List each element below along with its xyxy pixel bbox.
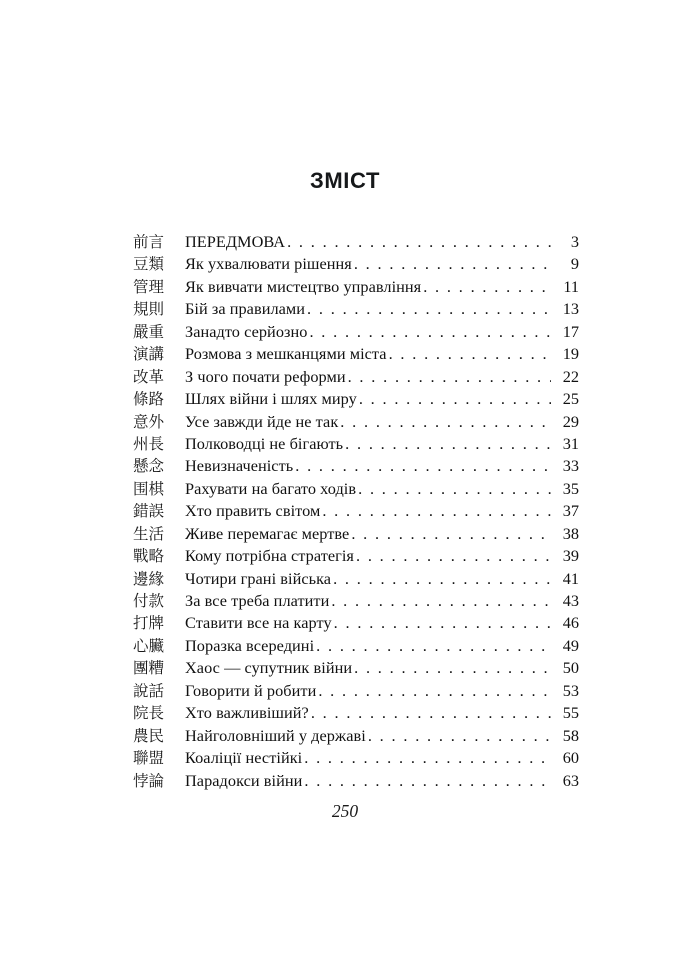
toc-entry-page-number: 13 [562,299,579,319]
toc-entry-row[interactable] [133,433,579,455]
toc-leader-dots [304,747,551,769]
toc-entry-title: Кому потрібна стратегія [185,546,354,566]
toc-entry-page-number: 46 [562,613,579,633]
toc-leader-dots [354,253,551,275]
toc-entry-row[interactable] [133,770,579,792]
toc-entry-row[interactable] [133,366,579,388]
toc-leader-dots [345,433,551,455]
toc-entry-page-number: 58 [562,725,579,745]
toc-entry-page-number: 37 [562,501,579,521]
toc-leader-dots [311,702,551,724]
toc-entry-cjk-annotation: 豆類 [133,255,165,274]
toc-entry-link[interactable] [185,455,579,477]
toc-entry-title: Коаліції нестійкі [185,748,303,768]
toc-entry-row[interactable] [133,276,579,298]
toc-entry-page-number: 60 [562,748,579,768]
toc-leader-dots [359,388,551,410]
toc-entry-page-number: 41 [562,568,579,588]
toc-entry-cjk-annotation: 院長 [133,704,165,723]
toc-entry-row[interactable] [133,680,579,702]
toc-leader-dots [287,231,551,253]
toc-entry-cjk-annotation: 嚴重 [133,322,165,341]
toc-entry-page-number: 29 [562,411,579,431]
page-title: ЗМІСТ [310,168,380,193]
toc-entry-cjk-annotation: 懸念 [133,457,165,476]
toc-entry-cjk-annotation: 戰略 [133,547,165,566]
toc-entry-cjk-annotation: 生活 [133,524,165,543]
toc-entry-cjk-annotation: 前言 [133,233,165,251]
toc-leader-dots [309,321,551,343]
toc-entry-page-number: 3 [570,232,579,251]
toc-entry-row[interactable] [133,590,579,612]
toc-leader-dots [316,635,551,657]
toc-entry-link[interactable] [185,523,579,545]
toc-leader-dots [333,568,551,590]
toc-entry-page-number: 9 [570,254,579,274]
toc-entry-row[interactable] [133,612,579,634]
toc-entry-title: Як вивчати мистецтво управління [185,276,422,296]
toc-leader-dots [354,657,551,679]
toc-entry-title: Рахувати на багато ходів [185,478,357,498]
toc-entry-row[interactable] [133,500,579,522]
toc-entry-title: Хто важливіший? [185,703,309,723]
toc-entry-page-number: 11 [563,276,579,296]
toc-entry-link[interactable] [185,231,579,253]
toc-entry-cjk-annotation: 悖論 [133,771,165,790]
toc-entry-title: Хаос — супутник війни [185,658,353,678]
toc-entry-cjk-annotation: 條路 [133,390,165,409]
toc-entry-row[interactable] [133,747,579,769]
toc-entry-row[interactable] [133,253,579,275]
toc-entry-cjk-annotation: 錯誤 [133,502,165,521]
toc-entry-title: Поразка всередині [185,635,315,655]
toc-leader-dots [348,366,551,388]
toc-entry-page-number: 50 [562,658,579,678]
toc-entry-page-number: 17 [562,321,579,341]
toc-entry-cjk-annotation: 聯盟 [133,749,165,768]
toc-entry-row[interactable] [133,635,579,657]
toc-entry-link[interactable] [185,590,579,612]
toc-entry-cjk-annotation: 改革 [133,367,165,386]
toc-leader-dots [351,523,551,545]
toc-entry-row[interactable] [133,321,579,343]
toc-entry-link[interactable] [185,747,579,769]
toc-entry-page-number: 35 [562,478,579,498]
toc-entry-page-number: 39 [562,546,579,566]
toc-entry-page-number: 25 [562,389,579,409]
toc-entry-cjk-annotation: 打牌 [133,614,165,633]
toc-entry-row[interactable] [133,657,579,679]
toc-entry-link[interactable] [185,343,579,365]
toc-entry-page-number: 22 [562,366,579,386]
page-folio-number: 250 [331,801,359,821]
toc-entry-row[interactable] [133,568,579,590]
toc-leader-dots [389,343,551,365]
toc-entry-link[interactable] [185,478,579,500]
toc-entry-title: Парадокси війни [185,770,303,790]
toc-entry-cjk-annotation: 围棋 [133,479,165,498]
toc-entry-cjk-annotation: 團糟 [133,659,165,678]
toc-entry-cjk-annotation: 農民 [133,726,165,745]
toc-entry-cjk-annotation: 管理 [133,277,165,296]
toc-entry-page-number: 43 [562,591,579,610]
toc-leader-dots [423,276,551,298]
toc-entry-row[interactable] [133,545,579,567]
toc-entry-link[interactable] [185,321,579,343]
toc-entry-cjk-annotation: 心臟 [133,636,165,655]
toc-entry-title: Бій за правилами [185,299,306,319]
toc-entry-page-number: 19 [562,344,579,364]
toc-leader-dots [307,298,551,320]
toc-entry-title: Як ухвалювати рішення [185,254,352,274]
toc-entry-link[interactable] [185,298,579,320]
toc-entry-title: Хто править світом [185,501,321,521]
table-of-contents-list [133,231,579,792]
toc-entry-row[interactable] [133,478,579,500]
toc-entry-link[interactable] [185,253,579,275]
toc-leader-dots [334,612,551,634]
toc-entry-title: Живе перемагає мертве [185,523,350,543]
toc-entry-link[interactable] [185,680,579,702]
toc-entry-link[interactable] [185,568,579,590]
toc-entry-row[interactable] [133,388,579,410]
toc-entry-page-number: 53 [562,680,579,700]
toc-leader-dots [322,500,551,522]
toc-entry-link[interactable] [185,388,579,410]
toc-entry-cjk-annotation: 邊緣 [133,569,165,588]
toc-entry-link[interactable] [185,276,579,298]
toc-entry-link[interactable] [185,500,579,522]
toc-entry-title: Найголовніший у державі [185,725,366,745]
toc-entry-title: Занадто серйозно [185,321,308,341]
toc-entry-link[interactable] [185,411,579,433]
toc-entry-page-number: 31 [562,433,579,453]
toc-entry-title: ПЕРЕДМОВА [185,232,286,251]
toc-entry-title: Говорити й робити [185,680,317,700]
toc-entry-title: Шлях війни і шлях миру [185,389,357,409]
toc-entry-cjk-annotation: 說話 [133,681,165,700]
toc-entry-link[interactable] [185,635,579,657]
toc-entry-page-number: 33 [562,456,579,476]
toc-entry-title: З чого почати реформи [185,366,346,386]
toc-entry-row[interactable] [133,725,579,747]
toc-entry-title: Невизначеність [185,456,294,476]
toc-entry-page-number: 55 [562,703,579,723]
toc-entry-link[interactable] [185,545,579,567]
toc-leader-dots [304,770,551,792]
toc-leader-dots [331,590,551,612]
toc-entry-row[interactable] [133,298,579,320]
toc-leader-dots [368,725,551,747]
toc-entry-cjk-annotation: 付款 [133,592,165,610]
toc-entry-page-number: 63 [562,770,579,790]
toc-entry-link[interactable] [185,657,579,679]
toc-entry-page-number: 38 [562,523,579,543]
toc-leader-dots [356,545,551,567]
toc-leader-dots [340,411,551,433]
toc-entry-link[interactable] [185,770,579,792]
toc-entry-link[interactable] [185,366,579,388]
toc-entry-title: Чотири грані війська [185,568,332,588]
toc-entry-row[interactable] [133,523,579,545]
toc-entry-row[interactable] [133,702,579,724]
toc-entry-row[interactable] [133,343,579,365]
toc-entry-row[interactable] [133,455,579,477]
toc-entry-title: Розмова з мешканцями міста [185,344,387,364]
toc-entry-row[interactable] [133,411,579,433]
toc-entry-link[interactable] [185,702,579,724]
toc-entry-title: Ставити все на карту [185,613,332,633]
toc-entry-link[interactable] [185,725,579,747]
toc-entry-title: За все треба платити [185,591,330,610]
toc-entry-cjk-annotation: 演講 [133,345,165,364]
toc-entry-link[interactable] [185,612,579,634]
toc-entry-cjk-annotation: 意外 [133,412,165,431]
toc-entry-title: Усе завжди йде не так [185,411,339,431]
toc-entry-cjk-annotation: 規則 [133,300,165,319]
toc-leader-dots [318,680,551,702]
toc-leader-dots [295,455,551,477]
toc-entry-title: Полководці не бігають [185,433,344,453]
toc-entry-row[interactable] [133,231,579,253]
toc-entry-link[interactable] [185,433,579,455]
toc-leader-dots [358,478,551,500]
toc-entry-page-number: 49 [562,635,579,655]
toc-entry-cjk-annotation: 州長 [133,434,165,453]
